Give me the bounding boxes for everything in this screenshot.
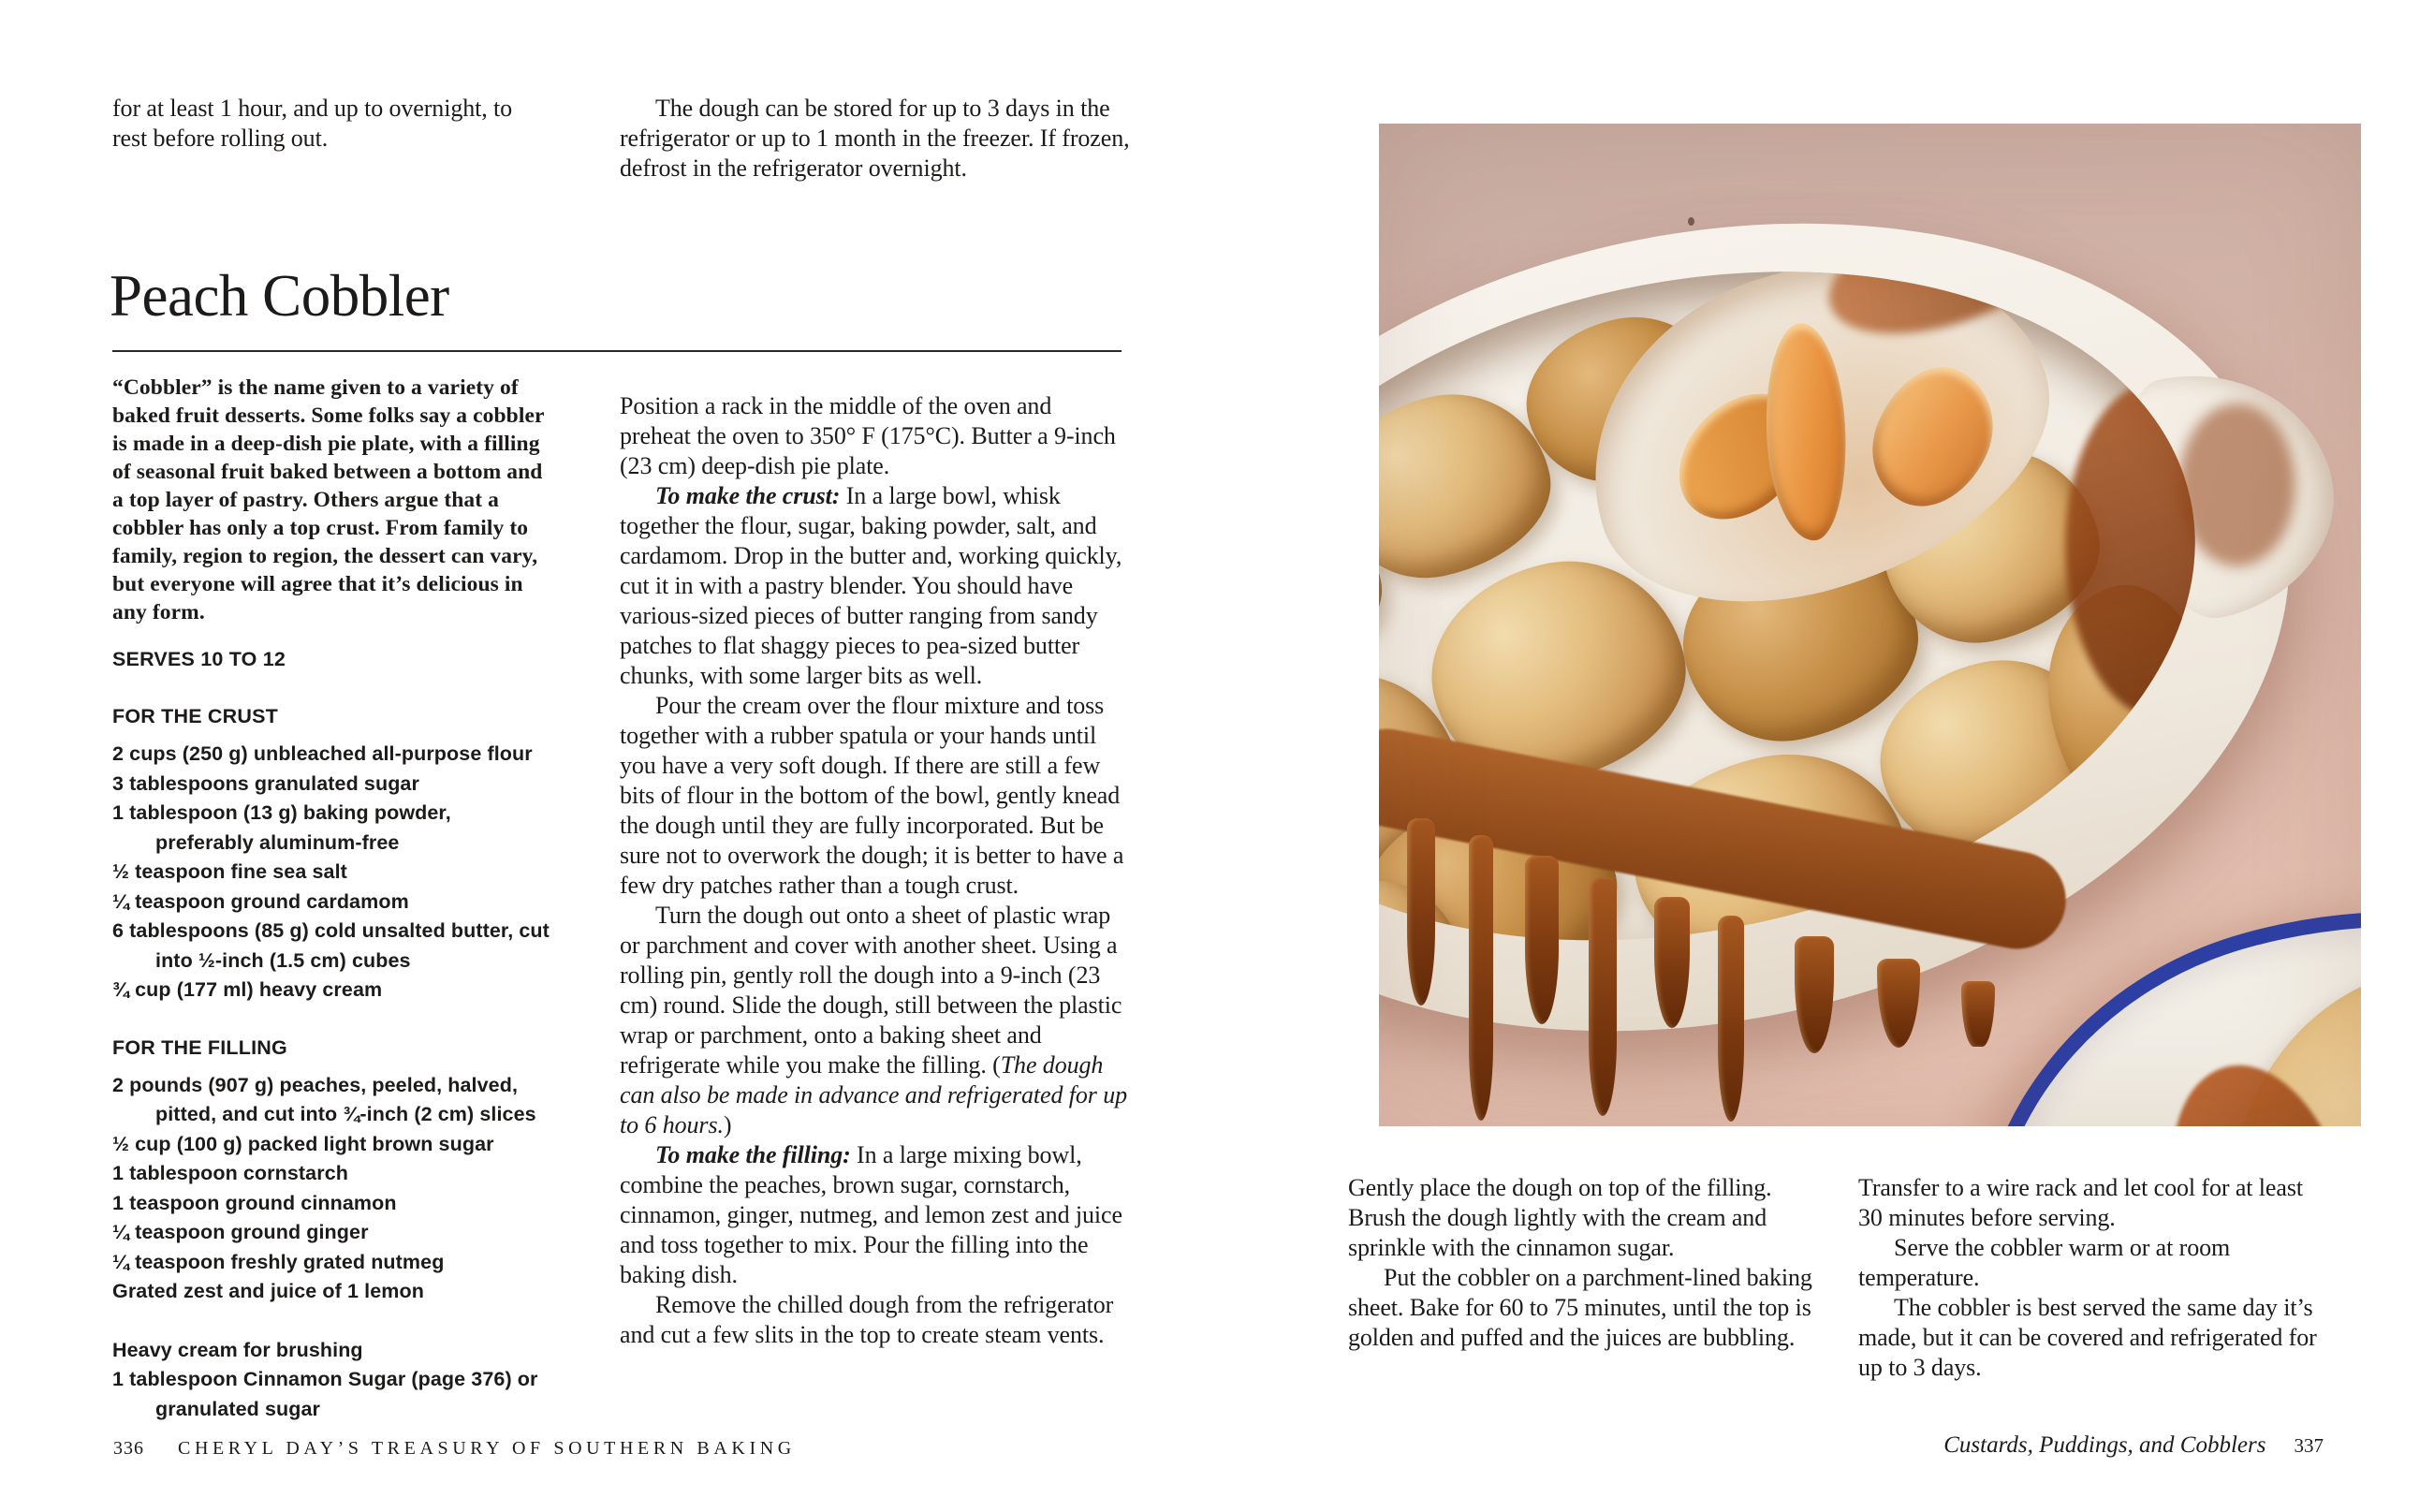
previous-recipe-note: The dough can be stored for up to 3 days in the refrigerator or up to 1 month in the freezer. If frozen, defrost in the refrigerator overnight. (620, 95, 1130, 182)
ingredient-line: ¼ teaspoon freshly grated nutmeg (112, 1250, 445, 1273)
step-paragraph (1858, 1233, 2326, 1293)
step-text: The cobbler is best served the same day it’s made, but it can be covered and refrigerated for up to 3 days. (1858, 1294, 2317, 1381)
ingredient-line: 1 tablespoon Cinnamon Sugar (page 376) or granulated sugar (112, 1368, 538, 1420)
ingredients-column (112, 374, 554, 1424)
step-text: In a large mixing bowl, combine the peaches, brown sugar, cornstarch, cinnamon, ginger, nutmeg, and lemon zest and juice and toss together to mix. Pour the filling into the baking dish. (620, 1141, 1122, 1288)
instructions-column-continued (1348, 1173, 1818, 1353)
step-paragraph (620, 1290, 1128, 1350)
step-text: Gently place the dough on top of the filling. Brush the dough lightly with the cream and sprinkle with the cinnamon sugar. (1348, 1174, 1772, 1261)
step-paragraph (620, 901, 1128, 1140)
left-page-footer (113, 1436, 796, 1461)
step-text: Turn the dough out onto a sheet of plastic wrap or parchment and cover with another sheet. Using a rolling pin, gently roll the dough into a 9-inch (23 cm) round. Slide the dough, still between the plastic wrap or parchment, onto a baking sheet and refrigerate while you make the filling. ( (620, 902, 1122, 1079)
serves-note: SERVES 10 TO 12 (112, 648, 286, 670)
recipe-title: Peach Cobbler (110, 263, 449, 329)
ingredient-line: 1 tablespoon cornstarch (112, 1162, 348, 1184)
instructions-column (620, 391, 1128, 1350)
ingredient-line: 3 tablespoons granulated sugar (112, 771, 419, 795)
photo-vignette (1379, 124, 2361, 1126)
step-paragraph (620, 391, 1128, 481)
step-text: ) (723, 1111, 732, 1138)
crust-header: FOR THE CRUST (112, 705, 278, 727)
step-paragraph (1858, 1173, 2326, 1233)
step-paragraph (620, 1140, 1128, 1290)
finishing-ingredients (112, 1336, 554, 1425)
step-paragraph (1348, 1263, 1818, 1353)
ingredient-line: Grated zest and juice of 1 lemon (112, 1280, 424, 1302)
ingredient-line: 1 tablespoon (13 g) baking powder, preferably aluminum-free (112, 801, 451, 854)
ingredient-line: ¾ cup (177 ml) heavy cream (112, 978, 383, 1001)
filling-header: FOR THE FILLING (112, 1035, 287, 1059)
step-lead: To make the filling: (655, 1141, 851, 1168)
ingredient-line: ¼ teaspoon ground cardamom (112, 889, 409, 913)
ingredient-line: ¼ teaspoon ground ginger (112, 1221, 369, 1243)
step-italic-note: The dough can also be made in advance and refrigerated for up to 6 hours. (620, 1051, 1128, 1138)
right-page-footer (1943, 1432, 2324, 1459)
step-text: Serve the cobbler warm or at room temperature. (1858, 1234, 2231, 1291)
step-text: Put the cobbler on a parchment-lined baking sheet. Bake for 60 to 75 minutes, until the top is golden and puffed and the juices are bubbling. (1348, 1264, 1812, 1351)
step-text: Pour the cream over the flour mixture and toss together with a rubber spatula or your hands until you have a very soft dough. If there are still a few bits of flour in the bottom of the bowl, gently knead the dough until they are fully incorporated. But be sure not to overwork the dough; it is better to have a few dry patches rather than a tough crust. (620, 692, 1124, 899)
ingredient-line: ½ teaspoon fine sea salt (112, 860, 347, 883)
chapter-running-title: Custards, Puddings, and Cobblers (1943, 1432, 2266, 1458)
previous-recipe-continuation: for at least 1 hour, and up to overnight, to rest before rolling out. (112, 95, 513, 152)
ingredient-line: 6 tablespoons (85 g) cold unsalted butter, cut into ½-inch (1.5 cm) cubes (112, 919, 550, 972)
ingredient-line: ½ cup (100 g) packed light brown sugar (112, 1132, 494, 1155)
step-paragraph (1858, 1293, 2326, 1383)
step-paragraph (620, 481, 1128, 691)
page-number: 336 (113, 1438, 144, 1459)
step-lead: To make the crust: (655, 482, 841, 509)
step-paragraph (620, 691, 1128, 901)
ingredient-line: 1 teaspoon ground cinnamon (112, 1191, 397, 1214)
serving-notes-column (1858, 1173, 2326, 1383)
step-text: Remove the chilled dough from the refrigerator and cut a few slits in the top to create steam vents. (620, 1291, 1114, 1348)
ingredient-line: 2 pounds (907 g) peaches, peeled, halved, pitted, and cut into ¾-inch (2 cm) slices (112, 1073, 536, 1125)
step-paragraph (1348, 1173, 1818, 1263)
title-rule (112, 350, 1122, 352)
ingredient-line: Heavy cream for brushing (112, 1338, 363, 1361)
recipe-intro: “Cobbler” is the name given to a variety of baked fruit desserts. Some folks say a cobbler is made in a deep-dish pie plate, with a filling of seasonal fruit baked between a bottom and a top layer of pastry. Others argue that a cobbler has only a top crust. From family to family, region to region, the dessert can vary, but everyone will agree that it’s delicious in any form. (112, 375, 545, 624)
step-text: Transfer to a wire rack and let cool for at least 30 minutes before serving. (1858, 1174, 2303, 1231)
cobbler-photo (1379, 124, 2361, 1126)
step-text: In a large bowl, whisk together the flour, sugar, baking powder, salt, and cardamom. Drop in the butter and, working quickly, cut it in with a pastry blender. You should have various-sized pieces of butter ranging from sandy patches to flat shaggy pieces to pea-sized butter chunks, with some larger bits as well. (620, 482, 1122, 689)
page-number: 337 (2294, 1434, 2324, 1457)
ingredient-line: 2 cups (250 g) unbleached all-purpose flour (112, 742, 533, 765)
step-text: Position a rack in the middle of the oven and preheat the oven to 350° F (175°C). Butter a 9-inch (23 cm) deep-dish pie plate. (620, 392, 1116, 479)
book-running-title: CHERYL DAY’S TREASURY OF SOUTHERN BAKING (178, 1438, 796, 1459)
